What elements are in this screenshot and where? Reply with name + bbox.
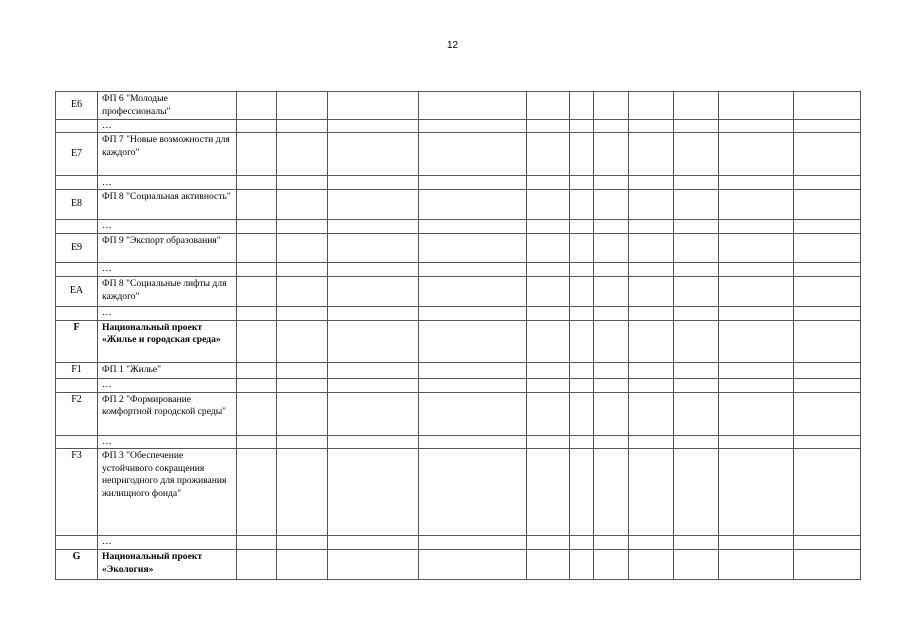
empty-cell [719, 392, 794, 435]
empty-cell [719, 378, 794, 392]
empty-cell [719, 92, 794, 120]
row-code: F2 [56, 392, 98, 435]
row-code: EA [56, 277, 98, 307]
empty-cell [594, 378, 629, 392]
empty-cell [277, 176, 328, 190]
subproject-row [56, 277, 861, 307]
empty-cell [419, 190, 527, 220]
empty-cell [570, 176, 594, 190]
empty-cell [328, 449, 419, 536]
empty-cell [794, 277, 861, 307]
empty-cell [719, 435, 794, 449]
ellipsis-row [56, 263, 861, 277]
empty-cell [794, 176, 861, 190]
empty-cell [570, 92, 594, 120]
empty-cell [674, 190, 719, 220]
empty-cell [674, 306, 719, 320]
empty-cell [674, 550, 719, 580]
empty-cell [629, 378, 674, 392]
row-name: … [98, 219, 237, 233]
empty-cell [328, 550, 419, 580]
empty-cell [328, 119, 419, 133]
empty-cell [629, 219, 674, 233]
empty-cell [594, 363, 629, 378]
row-name: Национальный проект «Жилье и городская среда» [98, 320, 237, 363]
empty-cell [719, 277, 794, 307]
row-name: ФП 8 "Социальная активность" [98, 190, 237, 220]
empty-cell [594, 190, 629, 220]
empty-cell [719, 263, 794, 277]
empty-cell [527, 92, 570, 120]
empty-cell [527, 306, 570, 320]
subproject-row [56, 233, 861, 263]
empty-cell [594, 233, 629, 263]
empty-cell [570, 277, 594, 307]
ellipsis-row [56, 119, 861, 133]
empty-cell [594, 219, 629, 233]
empty-cell [794, 320, 861, 363]
empty-cell [277, 392, 328, 435]
empty-cell [328, 92, 419, 120]
empty-cell [719, 190, 794, 220]
empty-cell [674, 277, 719, 307]
subproject-row [56, 92, 861, 120]
empty-cell [527, 435, 570, 449]
row-name: … [98, 306, 237, 320]
empty-cell [237, 363, 277, 378]
empty-cell [629, 536, 674, 550]
empty-cell [570, 435, 594, 449]
subproject-row [56, 392, 861, 435]
row-code [56, 306, 98, 320]
empty-cell [328, 320, 419, 363]
empty-cell [594, 176, 629, 190]
empty-cell [277, 363, 328, 378]
empty-cell [527, 133, 570, 176]
empty-cell [674, 449, 719, 536]
empty-cell [277, 536, 328, 550]
row-code: E6 [56, 92, 98, 120]
row-name: … [98, 263, 237, 277]
empty-cell [527, 263, 570, 277]
empty-cell [594, 392, 629, 435]
empty-cell [527, 277, 570, 307]
row-code: E9 [56, 233, 98, 263]
empty-cell [570, 449, 594, 536]
row-code [56, 219, 98, 233]
empty-cell [237, 233, 277, 263]
empty-cell [794, 233, 861, 263]
empty-cell [328, 306, 419, 320]
empty-cell [419, 119, 527, 133]
empty-cell [419, 392, 527, 435]
row-name: ФП 3 "Обеспечение устойчивого сокращения непригодного для проживания жилищного фонда" [98, 449, 237, 536]
empty-cell [237, 536, 277, 550]
subproject-row [56, 449, 861, 536]
row-name: ФП 7 "Новые возможности для каждого" [98, 133, 237, 176]
empty-cell [237, 306, 277, 320]
empty-cell [277, 190, 328, 220]
empty-cell [328, 536, 419, 550]
empty-cell [237, 119, 277, 133]
empty-cell [719, 219, 794, 233]
empty-cell [237, 392, 277, 435]
empty-cell [419, 550, 527, 580]
empty-cell [328, 363, 419, 378]
empty-cell [527, 119, 570, 133]
row-name: … [98, 435, 237, 449]
empty-cell [419, 92, 527, 120]
row-code: F [56, 320, 98, 363]
empty-cell [419, 277, 527, 307]
empty-cell [794, 263, 861, 277]
empty-cell [594, 550, 629, 580]
empty-cell [570, 550, 594, 580]
empty-cell [277, 306, 328, 320]
subproject-row [56, 133, 861, 176]
empty-cell [674, 219, 719, 233]
project-row [56, 320, 861, 363]
empty-cell [629, 176, 674, 190]
empty-cell [719, 306, 794, 320]
empty-cell [794, 219, 861, 233]
empty-cell [277, 378, 328, 392]
ellipsis-row [56, 306, 861, 320]
empty-cell [237, 550, 277, 580]
empty-cell [594, 449, 629, 536]
empty-cell [629, 392, 674, 435]
empty-cell [629, 550, 674, 580]
empty-cell [629, 320, 674, 363]
empty-cell [328, 176, 419, 190]
empty-cell [629, 277, 674, 307]
empty-cell [527, 392, 570, 435]
empty-cell [594, 320, 629, 363]
empty-cell [237, 263, 277, 277]
empty-cell [419, 263, 527, 277]
empty-cell [674, 176, 719, 190]
empty-cell [277, 233, 328, 263]
empty-cell [419, 176, 527, 190]
empty-cell [794, 363, 861, 378]
table-body [56, 92, 861, 580]
empty-cell [719, 320, 794, 363]
empty-cell [674, 536, 719, 550]
row-code: G [56, 550, 98, 580]
empty-cell [719, 363, 794, 378]
empty-cell [794, 536, 861, 550]
empty-cell [277, 133, 328, 176]
empty-cell [237, 435, 277, 449]
empty-cell [237, 320, 277, 363]
empty-cell [328, 263, 419, 277]
empty-cell [527, 363, 570, 378]
row-code [56, 119, 98, 133]
empty-cell [594, 92, 629, 120]
ellipsis-row [56, 435, 861, 449]
empty-cell [719, 119, 794, 133]
empty-cell [594, 536, 629, 550]
empty-cell [794, 306, 861, 320]
row-name: … [98, 119, 237, 133]
empty-cell [328, 392, 419, 435]
empty-cell [237, 176, 277, 190]
row-name: Национальный проект «Экология» [98, 550, 237, 580]
row-name: … [98, 536, 237, 550]
empty-cell [674, 363, 719, 378]
empty-cell [328, 219, 419, 233]
empty-cell [570, 219, 594, 233]
empty-cell [719, 133, 794, 176]
empty-cell [277, 550, 328, 580]
empty-cell [527, 190, 570, 220]
empty-cell [794, 190, 861, 220]
empty-cell [419, 363, 527, 378]
ellipsis-row [56, 378, 861, 392]
empty-cell [594, 133, 629, 176]
empty-cell [570, 133, 594, 176]
empty-cell [328, 277, 419, 307]
empty-cell [629, 435, 674, 449]
empty-cell [419, 435, 527, 449]
empty-cell [674, 233, 719, 263]
row-name: ФП 9 "Экспорт образования" [98, 233, 237, 263]
empty-cell [527, 536, 570, 550]
empty-cell [419, 233, 527, 263]
empty-cell [277, 320, 328, 363]
empty-cell [277, 92, 328, 120]
row-code [56, 263, 98, 277]
empty-cell [594, 277, 629, 307]
row-name: … [98, 176, 237, 190]
empty-cell [719, 536, 794, 550]
empty-cell [570, 190, 594, 220]
empty-cell [794, 92, 861, 120]
empty-cell [794, 133, 861, 176]
empty-cell [794, 449, 861, 536]
row-code [56, 378, 98, 392]
row-code: E8 [56, 190, 98, 220]
empty-cell [794, 378, 861, 392]
empty-cell [527, 378, 570, 392]
ellipsis-row [56, 536, 861, 550]
empty-cell [277, 119, 328, 133]
project-table [55, 91, 861, 580]
empty-cell [794, 550, 861, 580]
empty-cell [570, 320, 594, 363]
row-code: F3 [56, 449, 98, 536]
empty-cell [277, 449, 328, 536]
empty-cell [328, 190, 419, 220]
project-row [56, 550, 861, 580]
empty-cell [570, 119, 594, 133]
page-number: 12 [446, 40, 459, 51]
empty-cell [629, 263, 674, 277]
row-name: ФП 8 "Социальные лифты для каждого" [98, 277, 237, 307]
row-name: ФП 6 "Молодые профессионалы" [98, 92, 237, 120]
empty-cell [237, 190, 277, 220]
row-name: … [98, 378, 237, 392]
empty-cell [527, 233, 570, 263]
empty-cell [419, 449, 527, 536]
empty-cell [237, 92, 277, 120]
ellipsis-row [56, 219, 861, 233]
empty-cell [328, 133, 419, 176]
empty-cell [594, 306, 629, 320]
empty-cell [419, 306, 527, 320]
empty-cell [629, 363, 674, 378]
empty-cell [527, 449, 570, 536]
empty-cell [570, 363, 594, 378]
empty-cell [237, 449, 277, 536]
row-name: ФП 1 "Жилье" [98, 363, 237, 378]
empty-cell [594, 435, 629, 449]
empty-cell [570, 536, 594, 550]
empty-cell [674, 392, 719, 435]
empty-cell [719, 233, 794, 263]
empty-cell [570, 306, 594, 320]
empty-cell [674, 378, 719, 392]
empty-cell [719, 550, 794, 580]
empty-cell [594, 263, 629, 277]
empty-cell [629, 133, 674, 176]
row-code: E7 [56, 133, 98, 176]
row-code: F1 [56, 363, 98, 378]
empty-cell [570, 263, 594, 277]
empty-cell [674, 320, 719, 363]
empty-cell [419, 378, 527, 392]
subproject-row [56, 363, 861, 378]
row-code [56, 536, 98, 550]
empty-cell [674, 92, 719, 120]
empty-cell [570, 378, 594, 392]
empty-cell [629, 92, 674, 120]
empty-cell [719, 449, 794, 536]
empty-cell [629, 233, 674, 263]
empty-cell [527, 219, 570, 233]
empty-cell [328, 378, 419, 392]
empty-cell [674, 263, 719, 277]
empty-cell [794, 435, 861, 449]
empty-cell [794, 119, 861, 133]
empty-cell [237, 133, 277, 176]
empty-cell [277, 219, 328, 233]
empty-cell [629, 306, 674, 320]
empty-cell [328, 435, 419, 449]
empty-cell [527, 550, 570, 580]
empty-cell [629, 119, 674, 133]
empty-cell [277, 277, 328, 307]
empty-cell [527, 176, 570, 190]
empty-cell [674, 119, 719, 133]
empty-cell [794, 392, 861, 435]
ellipsis-row [56, 176, 861, 190]
empty-cell [328, 233, 419, 263]
empty-cell [237, 378, 277, 392]
empty-cell [237, 219, 277, 233]
empty-cell [570, 392, 594, 435]
empty-cell [629, 190, 674, 220]
empty-cell [674, 133, 719, 176]
empty-cell [594, 119, 629, 133]
empty-cell [674, 435, 719, 449]
empty-cell [419, 320, 527, 363]
empty-cell [277, 435, 328, 449]
empty-cell [527, 320, 570, 363]
empty-cell [419, 536, 527, 550]
empty-cell [570, 233, 594, 263]
subproject-row [56, 190, 861, 220]
row-code [56, 176, 98, 190]
empty-cell [277, 263, 328, 277]
empty-cell [237, 277, 277, 307]
row-code [56, 435, 98, 449]
empty-cell [719, 176, 794, 190]
empty-cell [419, 219, 527, 233]
empty-cell [419, 133, 527, 176]
empty-cell [629, 449, 674, 536]
row-name: ФП 2 "Формирование комфортной городской среды" [98, 392, 237, 435]
